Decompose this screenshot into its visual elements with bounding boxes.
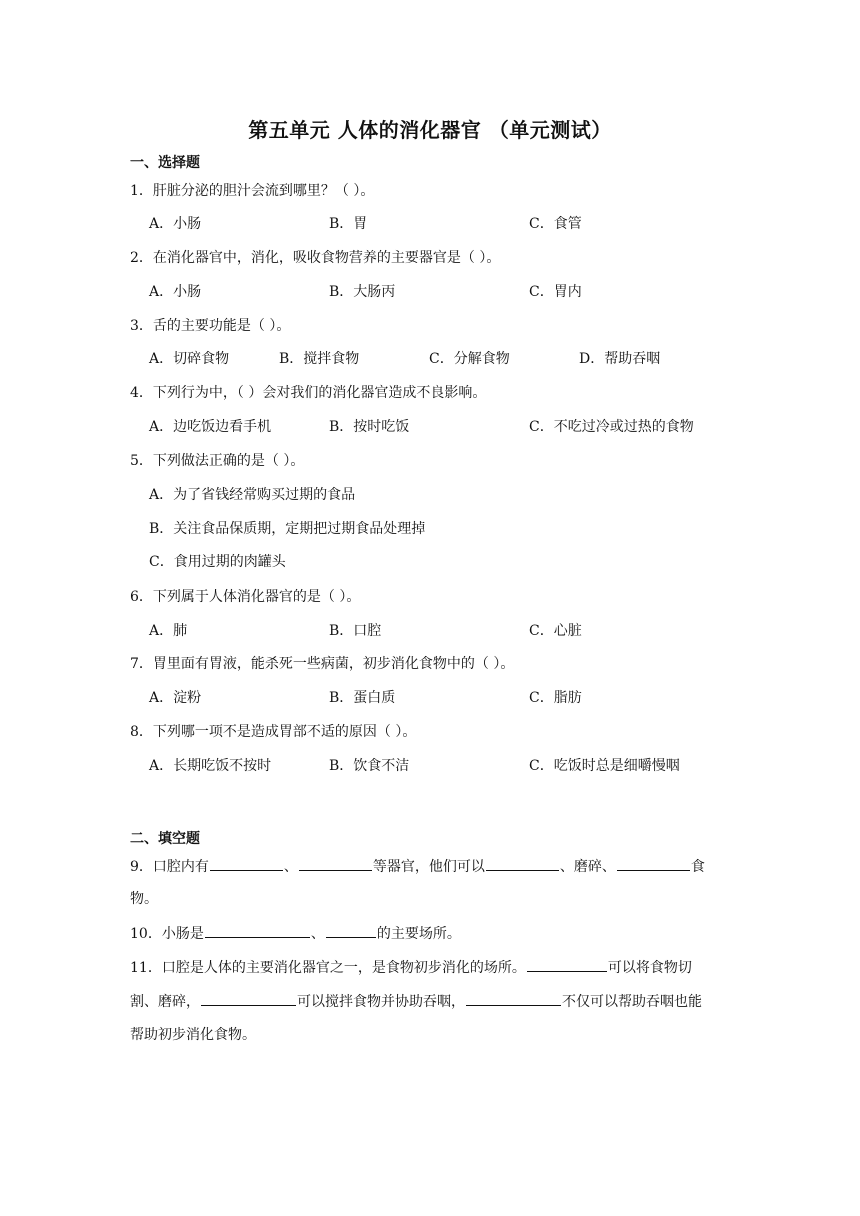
q10-blank-2[interactable] <box>326 923 376 938</box>
option-3c: C．分解食物 <box>429 351 510 367</box>
option-2b: B．大肠丙 <box>329 284 396 300</box>
q9-text-a: 9．口腔内有 <box>130 859 209 875</box>
q9-blank-4[interactable] <box>617 856 690 871</box>
page-title: 第五单元 人体的消化器官 （单元测试） <box>248 118 612 142</box>
q9-text-b: 、 <box>283 859 298 875</box>
q11-blank-1[interactable] <box>527 957 607 972</box>
q9-text-c: 等器官，他们可以 <box>372 859 485 875</box>
option-6a: A．肺 <box>149 623 188 639</box>
question-11-line-2 <box>130 991 702 1011</box>
option-8b: B．饮食不洁 <box>329 758 410 774</box>
question-1: 1．肝脏分泌的胆汁会流到哪里？（ ）。 <box>130 183 375 199</box>
q11-blank-3[interactable] <box>466 991 561 1006</box>
option-6c: C．心脏 <box>529 623 582 639</box>
option-5c: C．食用过期的肉罐头 <box>149 554 286 570</box>
option-8c: C．吃饭时总是细嚼慢咽 <box>529 758 680 774</box>
option-5a: A．为了省钱经常购买过期的食品 <box>149 487 356 503</box>
option-3d: D．帮助吞咽 <box>579 351 661 367</box>
q10-text-a: 10．小肠是 <box>130 926 204 942</box>
q10-text-b: 、 <box>310 926 325 942</box>
question-2: 2．在消化器官中，消化，吸收食物营养的主要器官是（ ）。 <box>130 250 501 266</box>
question-9 <box>130 856 705 876</box>
option-4b: B．按时吃饭 <box>329 419 410 435</box>
q11-text-e: 不仅可以帮助吞咽也能 <box>562 994 702 1010</box>
q11-text-a: 11．口腔是人体的主要消化器官之一，是食物初步消化的场所。 <box>130 960 526 976</box>
q9-text-e: 食 <box>690 859 705 875</box>
question-3: 3．舌的主要功能是（ ）。 <box>130 318 291 334</box>
option-1b: B．胃 <box>329 216 368 232</box>
q9-text-f: 物。 <box>130 891 158 907</box>
option-2a: A．小肠 <box>149 284 202 300</box>
option-6b: B．口腔 <box>329 623 382 639</box>
option-8a: A．长期吃饭不按时 <box>149 758 272 774</box>
q11-text-c: 割、磨碎， <box>130 994 200 1010</box>
q11-text-d: 可以搅拌食物并协助吞咽， <box>297 994 465 1010</box>
question-5: 5．下列做法正确的是（ ）。 <box>130 453 305 469</box>
option-7c: C．脂肪 <box>529 690 582 706</box>
question-4: 4．下列行为中，（ ）会对我们的消化器官造成不良影响。 <box>130 385 487 401</box>
q11-text-f: 帮助初步消化食物。 <box>130 1027 256 1043</box>
question-11 <box>130 957 692 977</box>
option-4a: A．边吃饭边看手机 <box>149 419 272 435</box>
q9-text-d: 、磨碎、 <box>559 859 616 875</box>
question-7: 7．胃里面有胃液，能杀死一些病菌，初步消化食物中的（ ）。 <box>130 656 515 672</box>
question-8: 8．下列哪一项不是造成胃部不适的原因（ ）。 <box>130 724 417 740</box>
option-7b: B．蛋白质 <box>329 690 396 706</box>
section-heading-fill: 二、填空题 <box>130 831 200 847</box>
q11-text-b: 可以将食物切 <box>607 960 692 976</box>
option-4c: C．不吃过冷或过热的食物 <box>529 419 694 435</box>
section-heading-choice: 一、选择题 <box>130 155 200 171</box>
q9-blank-2[interactable] <box>299 856 372 871</box>
q10-blank-1[interactable] <box>205 923 310 938</box>
q10-text-c: 的主要场所。 <box>376 926 461 942</box>
q9-blank-1[interactable] <box>210 856 283 871</box>
q9-blank-3[interactable] <box>486 856 559 871</box>
question-6: 6．下列属于人体消化器官的是（ ）。 <box>130 589 361 605</box>
option-1c: C．食管 <box>529 216 582 232</box>
option-1a: A．小肠 <box>149 216 202 232</box>
option-3b: B．搅拌食物 <box>279 351 360 367</box>
option-2c: C．胃内 <box>529 284 582 300</box>
option-3a: A．切碎食物 <box>149 351 230 367</box>
option-7a: A．淀粉 <box>149 690 202 706</box>
question-10 <box>130 923 461 943</box>
q11-blank-2[interactable] <box>201 991 296 1006</box>
option-5b: B．关注食品保质期，定期把过期食品处理掉 <box>149 521 426 537</box>
